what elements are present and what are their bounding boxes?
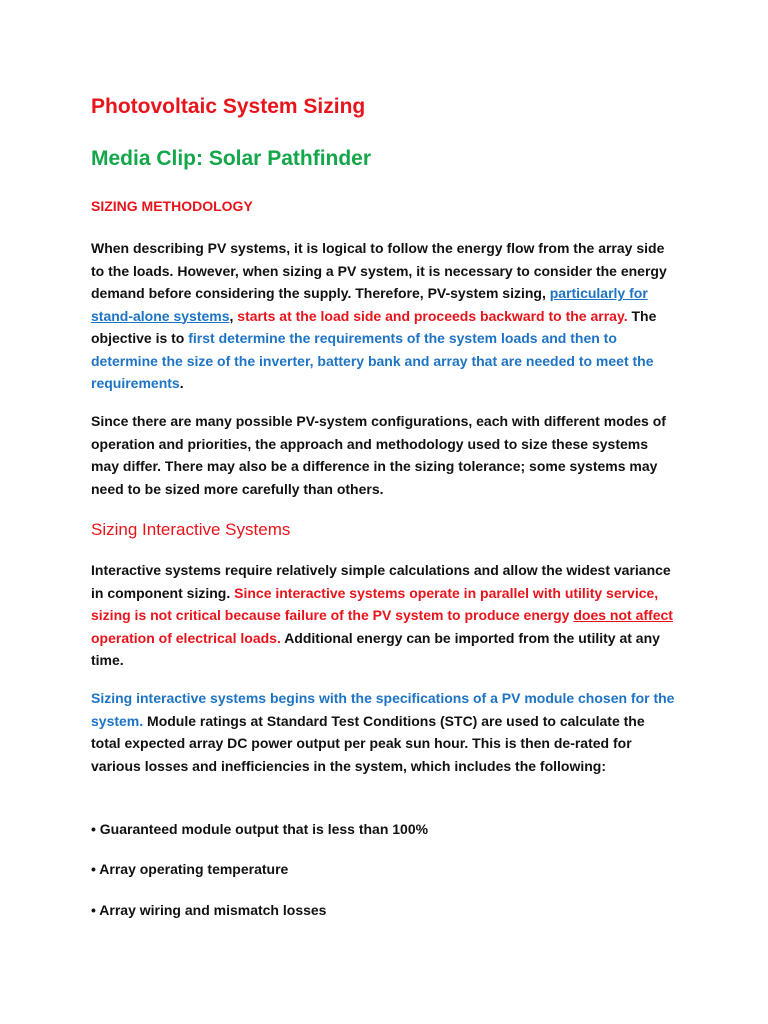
highlight-red-text: operation of electrical loads. [91,629,281,646]
highlight-red-text: starts at the load side and proceeds backward to the array. [237,307,628,324]
paragraph-module-specs [91,687,676,777]
bullet-item: • Guaranteed module output that is less than 100% [91,821,429,837]
text-run: Interactive systems require relatively simple calculations and allow the widest variance in component sizing. [91,562,671,601]
text-run: Additional energy can be imported from the utility at any time. [91,629,660,668]
paragraph-interactive [91,559,676,672]
paragraph-methodology [91,237,676,395]
highlight-blue-text: first determine the requirements of the system loads and then to determine the size of the inverter, battery bank and array that are needed to meet the requirements [91,330,654,391]
section-heading-sizing-methodology: SIZING METHODOLOGY [91,198,253,214]
media-clip-heading: Media Clip: Solar Pathfinder [91,147,372,170]
section-heading-interactive-systems: Sizing Interactive Systems [91,520,291,539]
underlined-red-text: does not affect [573,607,673,623]
highlight-red-text: Since interactive systems operate in parallel with utility service, sizing is not critical because failure of the PV system to produce energy [91,584,659,623]
text-run: The objective is to [91,307,657,346]
text-run: Module ratings at Standard Test Conditions (STC) are used to calculate the total expected array DC power output per peak sun hour. This is then de-rated for various losses and inefficiencies in the system, which includes the following: [91,712,645,774]
link-stand-alone-systems[interactable]: particularly for stand-alone systems [91,285,648,324]
page-title: Photovoltaic System Sizing [91,95,366,118]
bullet-item: • Array wiring and mismatch losses [91,902,327,918]
text-run: . [179,375,184,391]
document-page [91,92,691,918]
highlight-blue-text: Sizing interactive systems begins with the specifications of a PV module chosen for the system. [91,690,675,729]
bullet-item: • Array operating temperature [91,861,289,877]
text-run: , [229,307,238,324]
paragraph-configurations: Since there are many possible PV-system configurations, each with different modes of operation and priorities, the approach and methodology used to size these systems may differ. There may also be a difference in the sizing tolerance; some systems may need to be sized more carefully than others. [91,413,666,497]
text-run: When describing PV systems, it is logical to follow the energy flow from the array side to the loads. However, when sizing a PV system, it is necessary to consider the energy demand before considering the supply. Therefore, PV-system sizing, [91,240,667,301]
